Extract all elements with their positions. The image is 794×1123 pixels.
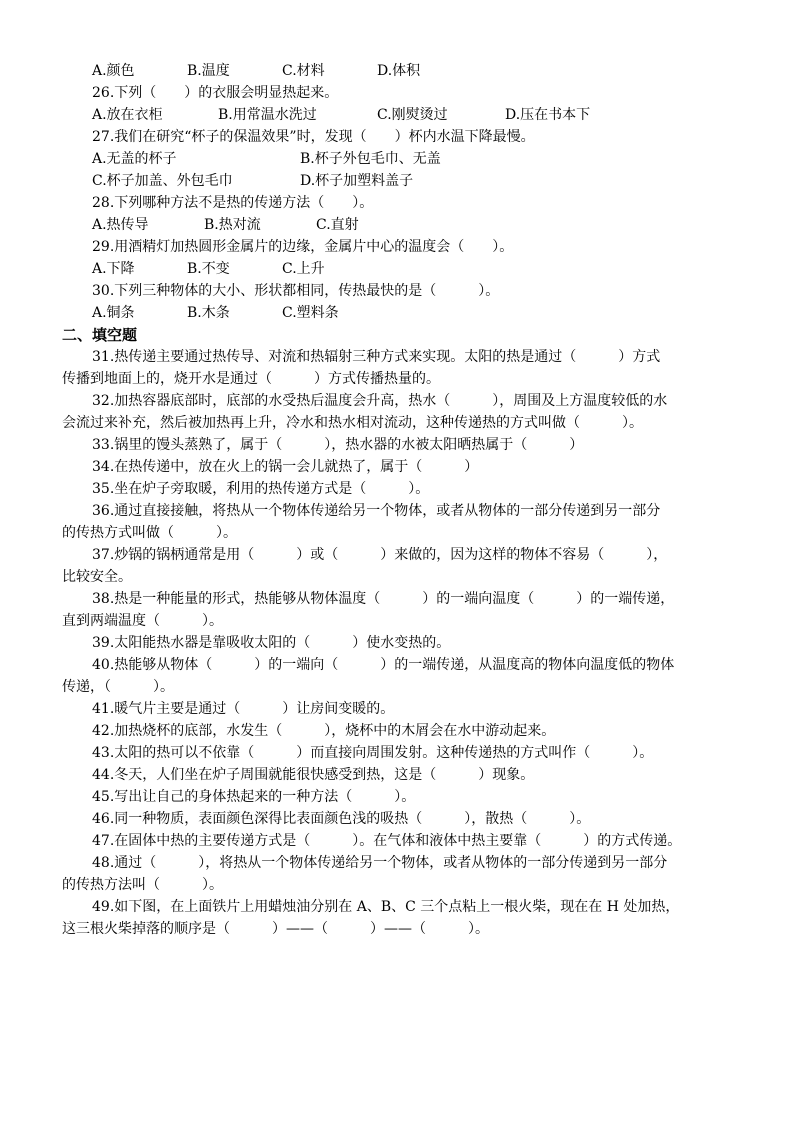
options-row [92,214,392,236]
question-40-cont: 传递，（ ）。 [62,679,174,695]
option: C.上升 [282,261,325,277]
option: C.材料 [282,63,325,79]
question-28: 28.下列哪种方法不是热的传递方法（ ）。 [92,195,374,211]
question-44: 44.冬天，人们坐在炉子周围就能很快感受到热，这是（ ）现象。 [92,767,535,783]
question-26: 26.下列（ ）的衣服会明显热起来。 [92,85,339,101]
question-27: 27.我们在研究“杯子的保温效果”时，发现（ ）杯内水温下降最慢。 [92,129,535,145]
option: D.压在书本下 [505,107,591,123]
question-41: 41.暖气片主要是通过（ ）让房间变暖的。 [92,701,395,717]
options-row [92,60,492,82]
option: C.杯子加盖、外包毛巾 [92,173,233,189]
options-row [92,148,492,170]
question-29: 29.用酒精灯加热圆形金属片的边缘，金属片中心的温度会（ ）。 [92,239,514,255]
options-row [92,170,492,192]
question-40: 40.热能够从物体（ ）的一端向（ ）的一端传递，从温度高的物体向温度低的物体 [92,657,675,673]
question-48-cont: 的传热方法叫（ ）。 [62,877,223,893]
option: C.直射 [316,217,359,233]
question-36: 36.通过直接接触，将热从一个物体传递给另一个物体，或者从物体的一部分传递到另一部分 [92,503,661,519]
question-33: 33.锅里的馒头蒸熟了，属于（ ），热水器的水被太阳晒热属于（ ） [92,437,584,453]
option: C.塑料条 [282,305,339,321]
option: B.用常温水洗过 [218,107,317,123]
option: A.颜色 [92,63,135,79]
question-42: 42.加热烧杯的底部，水发生（ ），烧杯中的木屑会在水中游动起来。 [92,723,556,739]
option: B.木条 [187,305,230,321]
option: B.温度 [187,63,230,79]
question-31-cont: 传播到地面上的，烧开水是通过（ ）方式传播热量的。 [62,371,440,387]
question-39: 39.太阳能热水器是靠吸收太阳的（ ）使水变热的。 [92,635,451,651]
question-30: 30.下列三种物体的大小、形状都相同，传热最快的是（ ）。 [92,283,500,299]
question-49: 49.如下图，在上面铁片上用蜡烛油分别在 A、B、C 三个点粘上一根火柴，现在在 H 处加热， [92,899,680,915]
option: A.铜条 [92,305,135,321]
question-38-cont: 直到两端温度（ ）。 [62,613,223,629]
option: A.无盖的杯子 [92,151,177,167]
question-32-cont: 会流过来补充，然后被加热再上升，冷水和热水相对流动，这种传递热的方式叫做（ ）。 [62,415,643,431]
option: C.刚熨烫过 [377,107,448,123]
question-37: 37.炒锅的锅柄通常是用（ ）或（ ）来做的，因为这样的物体不容易（ ）， [92,547,668,563]
option: A.放在衣柜 [92,107,163,123]
question-48: 48.通过（ ），将热从一个物体传递给另一个物体，或者从物体的一部分传递到另一部分 [92,855,668,871]
question-47: 47.在固体中热的主要传递方式是（ ）。在气体和液体中热主要靠（ ）的方式传递。 [92,833,682,849]
options-row [92,104,652,126]
option: B.热对流 [204,217,261,233]
question-49-cont: 这三根火柴掉落的顺序是（ ）——（ ）——（ ）。 [62,921,489,937]
option: B.不变 [187,261,230,277]
question-46: 46.同一种物质，表面颜色深得比表面颜色浅的吸热（ ），散热（ ）。 [92,811,591,827]
question-38: 38.热是一种能量的形式，热能够从物体温度（ ）的一端向温度（ ）的一端传递， [92,591,675,607]
options-row [92,258,392,280]
options-row [92,302,392,324]
question-36-cont: 的传热方式叫做（ ）。 [62,525,237,541]
option: A.下降 [92,261,135,277]
option: D.杯子加塑料盖子 [300,173,414,189]
question-43: 43.太阳的热可以不依靠（ ）而直接向周围发射。这种传递热的方式叫作（ ）。 [92,745,654,761]
section-title: 二、填空题 [62,326,138,344]
option: A.热传导 [92,217,149,233]
question-31: 31.热传递主要通过热传导、对流和热辐射三种方式来实现。太阳的热是通过（ ）方式 [92,349,661,365]
question-34: 34.在热传递中，放在火上的锅一会儿就热了，属于（ ） [92,459,479,475]
question-35: 35.坐在炉子旁取暖，利用的热传递方式是（ ）。 [92,481,430,497]
option: B.杯子外包毛巾、无盖 [300,151,441,167]
option: D.体积 [377,63,421,79]
question-32: 32.加热容器底部时，底部的水受热后温度会升高，热水（ ），周围及上方温度较低的水 [92,393,668,409]
question-45: 45.写出让自己的身体热起来的一种方法（ ）。 [92,789,416,805]
question-37-cont: 比较安全。 [62,569,132,585]
